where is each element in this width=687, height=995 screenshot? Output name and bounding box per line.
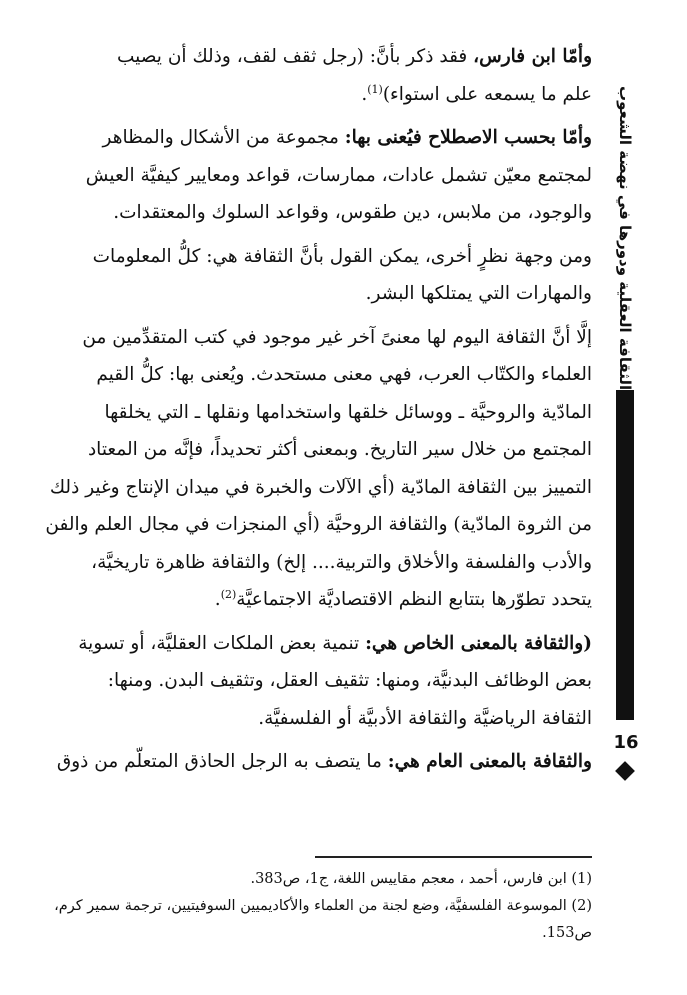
footnote-line: (2) الموسوعة الفلسفيَّة، وضع لجنة من العلماء والأكاديميين السوفيتيين، ترجمة سمير كرم، bbox=[54, 898, 592, 914]
diamond-ornament-icon bbox=[615, 761, 635, 781]
line-text: من الثروة المادّية) والثقافة الروحيَّة (أي المنجزات في مجال العلم والفن bbox=[45, 514, 592, 535]
text-line bbox=[30, 743, 592, 781]
text-line bbox=[30, 469, 592, 507]
line-text: والمهارات التي يمتلكها البشر. bbox=[365, 283, 592, 304]
bold-term: وأمّا بحسب الاصطلاح فيُعنى بها: bbox=[344, 127, 592, 148]
text-line bbox=[30, 356, 592, 394]
running-header-title: الثقافة العقلية ودورها في نهضة الشعوب bbox=[616, 85, 634, 390]
footnote-line: (1) ابن فارس، أحمد ، معجم مقاييس اللغة، ج1، ص383. bbox=[250, 871, 592, 887]
line-text: الثقافة الرياضيَّة والثقافة الأدبيَّة أو الفلسفيَّة. bbox=[258, 707, 592, 729]
line-text: بعض الوظائف البدنيَّة، ومنها: تثقيف العقل، وتثقيف البدن. ومنها: bbox=[107, 670, 592, 691]
line-text: علم ما يسمعه على استواء) bbox=[382, 83, 592, 105]
line-text: تنمية بعض الملكات العقليَّة، أو تسوية bbox=[78, 632, 366, 654]
text-line bbox=[30, 319, 592, 357]
text-line bbox=[30, 662, 592, 700]
text-line bbox=[30, 119, 592, 157]
footnote-ref: (2) bbox=[220, 587, 237, 601]
paragraph bbox=[30, 119, 592, 232]
main-text bbox=[30, 38, 592, 787]
footnote-separator bbox=[315, 856, 592, 858]
paragraph bbox=[30, 625, 592, 738]
text-line bbox=[30, 157, 592, 195]
line-text: المجتمع من خلال سير التاريخ. وبمعنى أكثر تحديداً، فإنَّه من المعتاد bbox=[87, 439, 592, 460]
footnotes bbox=[30, 866, 592, 947]
paragraph bbox=[30, 743, 592, 781]
text-line bbox=[30, 194, 592, 232]
side-decorative-bar bbox=[616, 390, 634, 720]
bold-term: والثقافة بالمعنى العام هي: bbox=[387, 751, 592, 772]
line-text: العلماء والكتّاب العرب، فهي معنى مستحدث. ويُعنى بها: كلُّ القيم bbox=[96, 364, 592, 385]
paragraph bbox=[30, 319, 592, 619]
line-text: إلَّا أنَّ الثقافة اليوم لها معنىً آخر غير موجود في كتب المتقدِّمين من bbox=[82, 326, 592, 348]
paragraph bbox=[30, 238, 592, 313]
text-line bbox=[30, 506, 592, 544]
line-text: المادّية والروحيَّة ـ ووسائل خلقها واستخدامها ونقلها ـ التي يخلقها bbox=[104, 401, 592, 423]
line-text: والأدب والفلسفة والأخلاق والتربية.... إلخ) والثقافة ظاهرة تاريخيَّة، bbox=[91, 551, 592, 573]
text-line bbox=[30, 38, 592, 76]
page-number: 16 bbox=[613, 732, 639, 753]
text-line bbox=[30, 625, 592, 663]
line-text: والوجود، من ملابس، دين طقوس، وقواعد السلوك والمعتقدات. bbox=[113, 202, 592, 223]
line-text: يتحدد تطوّرها بتتابع النظم الاقتصاديَّة الاجتماعيَّة bbox=[236, 589, 592, 610]
paragraph bbox=[30, 38, 592, 113]
line-end-punct: . bbox=[361, 83, 368, 105]
line-text: التمييز بين الثقافة المادّية (أي الآلات والخبرة في ميدان الإنتاج وغير ذلك bbox=[49, 476, 592, 498]
line-text: لمجتمع معيّن تشمل عادات، ممارسات، قواعد ومعايير كيفيَّة العيش bbox=[85, 164, 592, 186]
footnote-ref: (1) bbox=[367, 82, 383, 96]
line-text: ما يتصف به الرجل الحاذق المتعلّم من ذوق bbox=[56, 751, 388, 772]
line-text: مجموعة من الأشكال والمظاهر bbox=[102, 127, 345, 148]
text-line bbox=[30, 394, 592, 432]
line-text: ومن وجهة نظرٍ أخرى، يمكن القول بأنَّ الثقافة هي: كلُّ المعلومات bbox=[92, 245, 592, 267]
bold-term: وأمّا ابن فارس، bbox=[473, 46, 592, 67]
text-line bbox=[30, 275, 592, 313]
footnote-line: ص153. bbox=[542, 925, 592, 941]
line-end-punct: . bbox=[214, 589, 221, 610]
text-line bbox=[30, 544, 592, 582]
line-text: فقد ذكر بأنَّ: (رجل ثقف لقف، وذلك أن يصيب bbox=[117, 46, 474, 67]
text-line bbox=[30, 431, 592, 469]
bold-term: (والثقافة بالمعنى الخاص هي: bbox=[365, 632, 592, 654]
text-line bbox=[30, 76, 592, 114]
text-line bbox=[30, 700, 592, 738]
text-line bbox=[30, 581, 592, 619]
text-line bbox=[30, 238, 592, 276]
